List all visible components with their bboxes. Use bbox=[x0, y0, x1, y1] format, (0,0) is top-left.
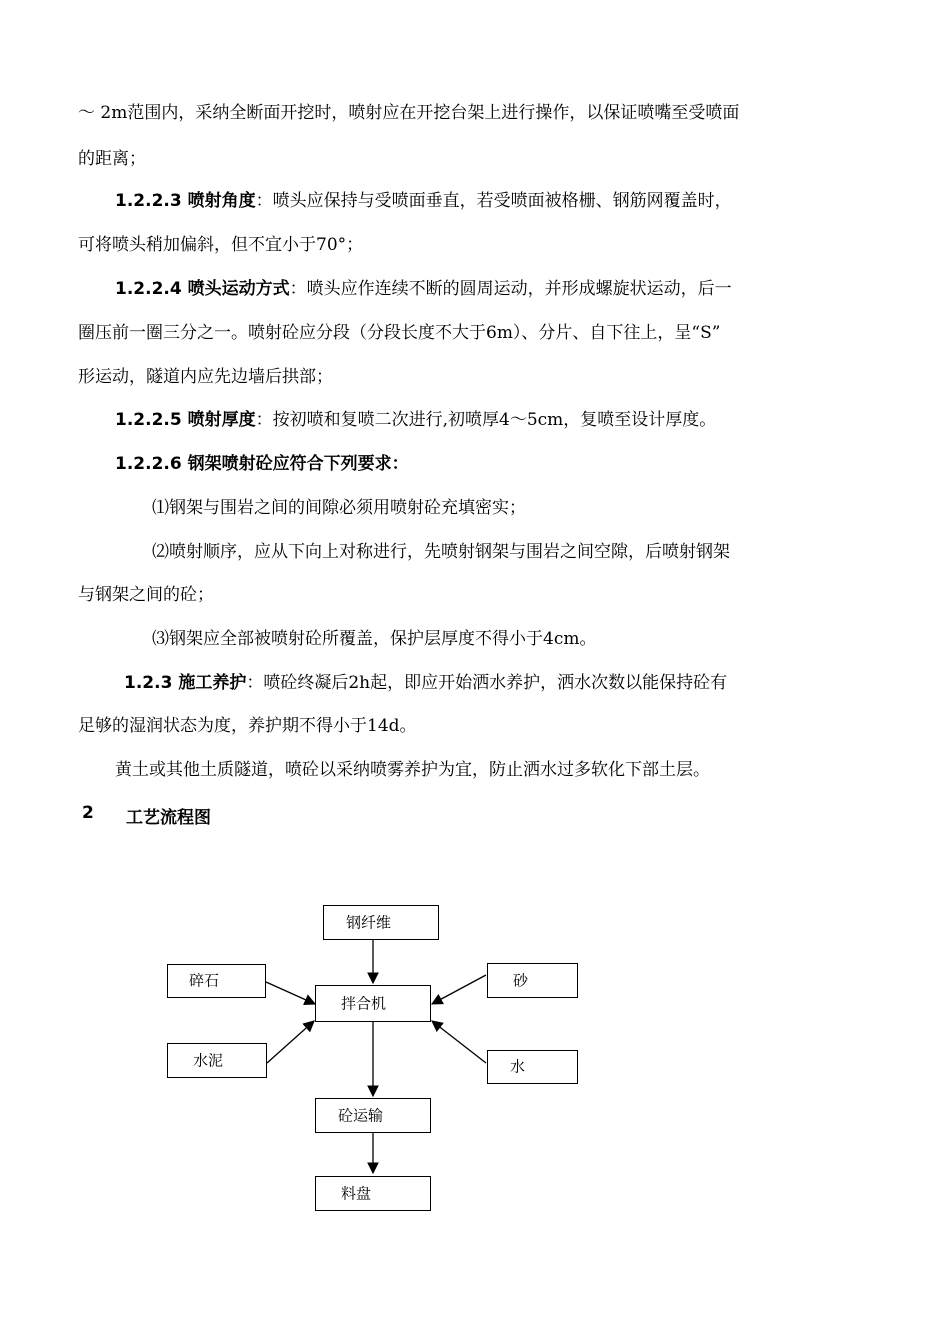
flow-node-label: 水 bbox=[510, 1057, 526, 1076]
flow-node-sand bbox=[487, 963, 578, 998]
clause-label: 1.2.2.5 喷射厚度 bbox=[115, 410, 256, 430]
clause-label: 1.2.2.4 喷头运动方式 bbox=[115, 279, 290, 299]
paragraph-line: 的距离； bbox=[78, 149, 146, 169]
paragraph-line: 足够的湿润状态为度，养护期不得小于14d。 bbox=[78, 716, 417, 736]
paragraph-line: 可将喷头稍加偏斜，但不宜小于70°； bbox=[78, 235, 364, 255]
flow-node-label: 拌合机 bbox=[341, 994, 387, 1012]
flow-node-cement bbox=[167, 1043, 267, 1078]
flow-node-transport bbox=[315, 1098, 431, 1133]
clause-text: ：喷头应保持与受喷面垂直，若受喷面被格栅、钢筋网覆盖时， bbox=[255, 191, 732, 211]
flow-node-mixer bbox=[315, 985, 431, 1022]
flow-node-tray bbox=[315, 1176, 431, 1211]
paragraph-line: ～ 2m范围内，采纳全断面开挖时，喷射应在开挖台架上进行操作，以保证喷嘴至受喷面 bbox=[78, 103, 740, 123]
paragraph-line: 圈压前一圈三分之一。喷射砼应分段（分段长度不大于6m）、分片、自下往上，呈“S” bbox=[78, 323, 721, 343]
list-item: ⑶钢架应全部被喷射砼所覆盖，保护层厚度不得小于4cm。 bbox=[152, 629, 597, 649]
list-item: ⑴钢架与围岩之间的间隙必须用喷射砼充填密实； bbox=[152, 498, 526, 518]
flow-node-label: 碎石 bbox=[189, 971, 220, 990]
flow-node-steel-fiber bbox=[323, 905, 439, 940]
flow-node-label: 钢纤维 bbox=[346, 913, 392, 931]
clause-text: ：喷砼终凝后2h起，即应开始洒水养护，洒水次数以能保持砼有 bbox=[246, 673, 728, 693]
section-number: 2 bbox=[82, 803, 94, 823]
flow-node-water bbox=[487, 1050, 578, 1084]
clause-label: 1.2.2.6 钢架喷射砼应符合下列要求： bbox=[115, 454, 409, 474]
clause-label: 1.2.3 施工养护 bbox=[124, 673, 247, 693]
paragraph-line: 黄土或其他土质隧道，喷砼以采纳喷雾养护为宜，防止洒水过多软化下部土层。 bbox=[115, 760, 710, 780]
arrow-water-to-mixer bbox=[432, 1021, 486, 1063]
flow-node-label: 砼运输 bbox=[338, 1106, 384, 1124]
clause-text: ：按初喷和复喷二次进行,初喷厚4～5cm，复喷至设计厚度。 bbox=[255, 410, 717, 430]
flow-node-gravel bbox=[167, 964, 266, 998]
clause-text: ：喷头应作连续不断的圆周运动，并形成螺旋状运动，后一 bbox=[289, 279, 732, 299]
list-item: ⑵喷射顺序，应从下向上对称进行，先喷射钢架与围岩之间空隙，后喷射钢架 bbox=[152, 542, 730, 562]
arrow-gravel-to-mixer bbox=[266, 982, 315, 1004]
arrow-sand-to-mixer bbox=[432, 975, 486, 1004]
paragraph-line: 与钢架之间的砼； bbox=[78, 585, 214, 605]
section-title: 工艺流程图 bbox=[126, 808, 211, 828]
arrow-cement-to-mixer bbox=[267, 1021, 314, 1063]
clause-label: 1.2.2.3 喷射角度 bbox=[115, 191, 256, 211]
flow-node-label: 砂 bbox=[513, 971, 529, 989]
flow-node-label: 料盘 bbox=[341, 1184, 372, 1202]
paragraph-line: 形运动，隧道内应先边墙后拱部； bbox=[78, 367, 333, 387]
flow-node-label: 水泥 bbox=[193, 1051, 224, 1069]
